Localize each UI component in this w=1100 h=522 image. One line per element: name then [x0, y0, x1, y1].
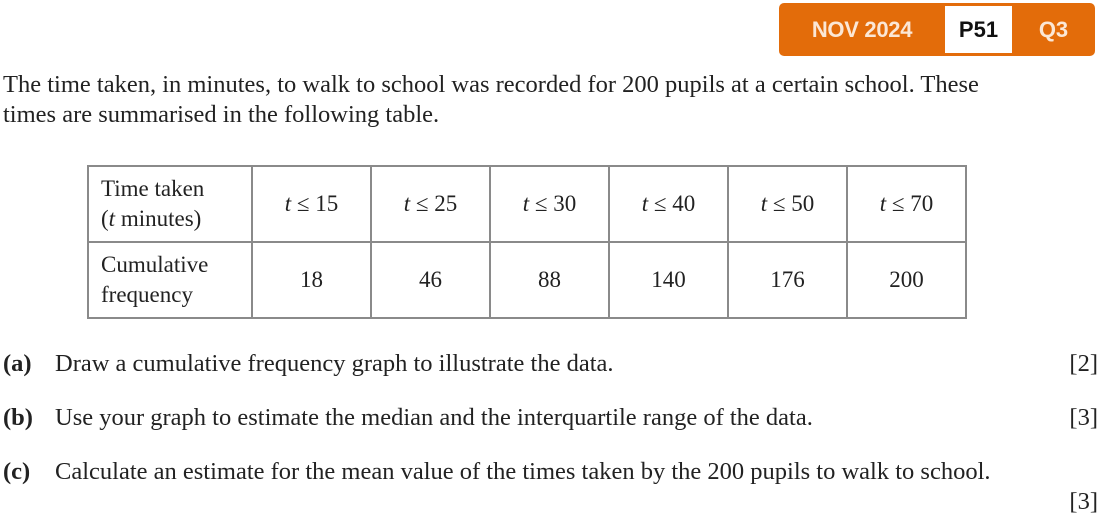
frequency-cell: 140: [609, 242, 728, 318]
time-variable: t: [760, 191, 768, 216]
part-b-text: Use your graph to estimate the median and the interquartile range of the data.: [55, 404, 813, 431]
time-bound-value: ≤ 70: [886, 191, 934, 216]
part-a-marks: [2]: [1069, 350, 1098, 377]
part-c-text: Calculate an estimate for the mean value of the times taken by the 200 pupils to walk to school.: [55, 458, 991, 485]
cumulative-frequency-table: [87, 165, 967, 319]
intro-line-1: The time taken, in minutes, to walk to school was recorded for 200 pupils at a certain school. These: [3, 71, 979, 98]
part-a: [3, 350, 614, 378]
time-bound-value: ≤ 15: [291, 191, 339, 216]
frequency-row-header: [88, 242, 252, 318]
time-bound-value: ≤ 40: [648, 191, 696, 216]
part-b-label: (b): [3, 404, 33, 431]
time-variable: t: [641, 191, 649, 216]
exam-reference-badge: [779, 3, 1095, 56]
time-row-header: [88, 166, 252, 242]
time-bound-cell: [490, 166, 609, 242]
time-header-line-1: Time taken: [101, 176, 205, 201]
time-variable: t: [522, 191, 530, 216]
time-bound-cell: [252, 166, 371, 242]
part-b: [3, 404, 813, 432]
exam-session: NOV 2024: [811, 16, 913, 42]
time-variable: t: [284, 191, 292, 216]
time-bound-cell: [847, 166, 966, 242]
part-a-text: Draw a cumulative frequency graph to illustrate the data.: [55, 350, 614, 377]
frequency-cell: 176: [728, 242, 847, 318]
freq-header-line-2: frequency: [101, 282, 193, 307]
frequency-cell: 200: [847, 242, 966, 318]
part-b-marks: [3]: [1069, 404, 1098, 431]
frequency-cell: 18: [252, 242, 371, 318]
question-number: Q3: [1038, 16, 1069, 42]
paper-number: P51: [945, 6, 1012, 53]
part-c-label: (c): [3, 458, 31, 485]
frequency-row: [88, 242, 966, 318]
time-variable: t: [403, 191, 411, 216]
time-variable: t: [108, 206, 116, 231]
time-bound-cell: [371, 166, 490, 242]
time-bound-cell: [728, 166, 847, 242]
time-bound-value: ≤ 30: [529, 191, 577, 216]
intro-line-2: times are summarised in the following table.: [3, 101, 440, 128]
part-a-label: (a): [3, 350, 32, 377]
part-c-marks: [3]: [1069, 488, 1098, 515]
frequency-cell: 88: [490, 242, 609, 318]
time-bound-cell: [609, 166, 728, 242]
freq-header-line-1: Cumulative: [101, 252, 209, 277]
time-bound-value: ≤ 25: [410, 191, 458, 216]
part-c: [3, 458, 991, 486]
time-row: [88, 166, 966, 242]
paren-open: (: [101, 206, 109, 231]
frequency-cell: 46: [371, 242, 490, 318]
question-intro: [3, 70, 1100, 130]
time-header-units: minutes): [115, 206, 202, 231]
time-bound-value: ≤ 50: [767, 191, 815, 216]
time-variable: t: [879, 191, 887, 216]
